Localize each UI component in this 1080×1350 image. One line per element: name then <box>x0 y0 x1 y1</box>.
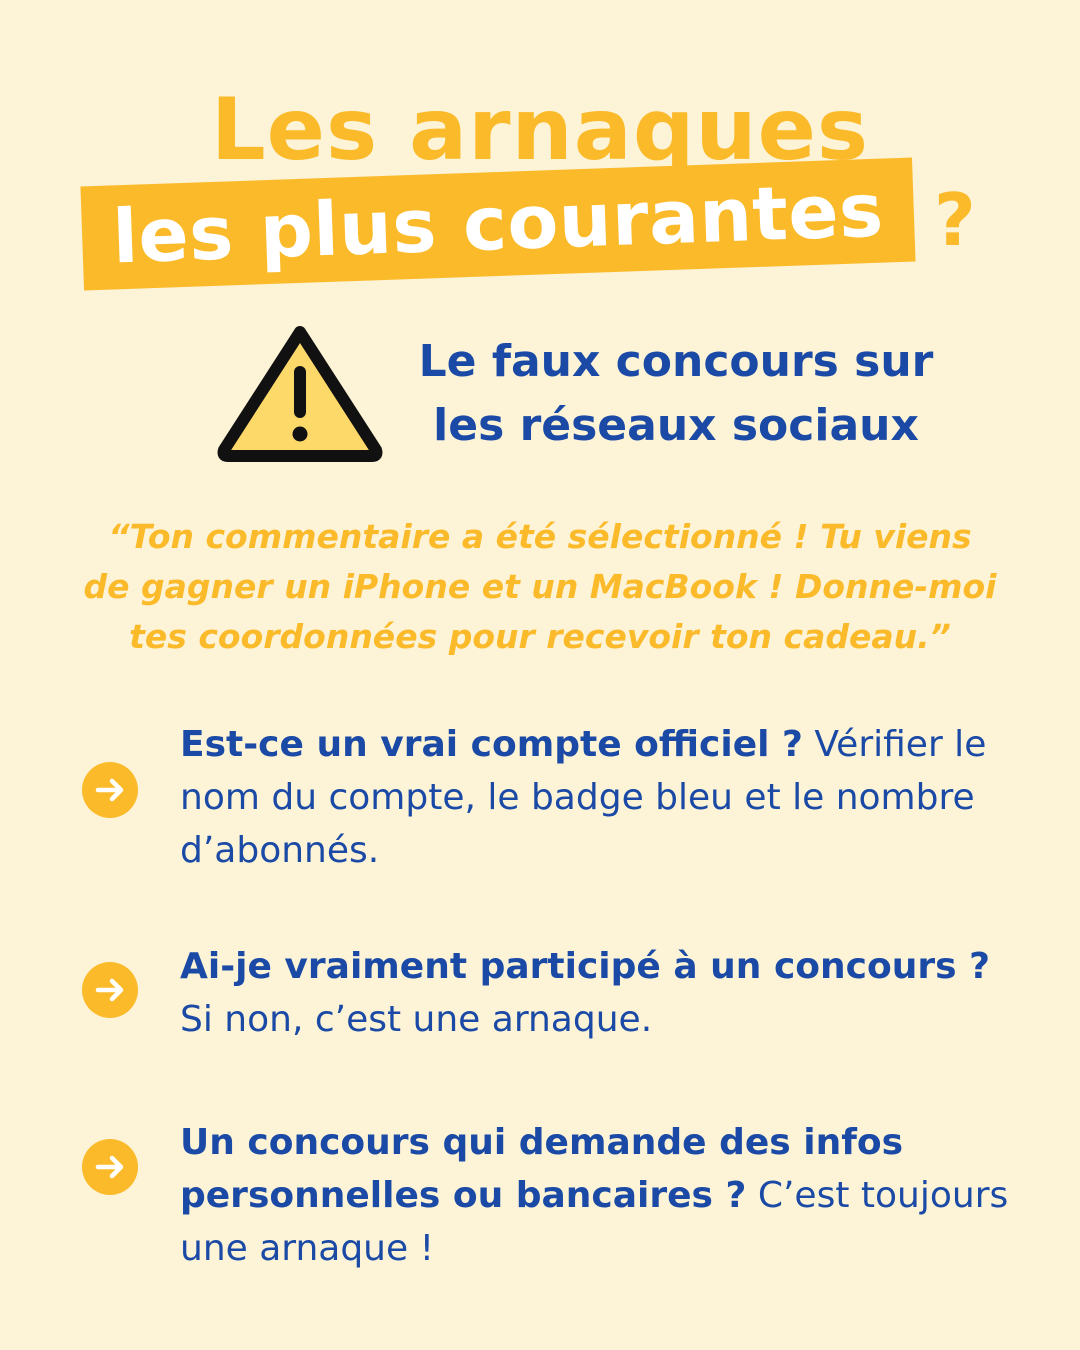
quote-line3: tes coordonnées pour recevoir ton cadeau.” <box>129 617 951 656</box>
tip-question-3: Un concours qui demande des infos personnelles ou bancaires ? <box>180 1122 904 1216</box>
arrow-right-icon <box>82 762 138 818</box>
tip-text-3 <box>180 1116 1030 1275</box>
quote-line1: “Ton commentaire a été sélectionné ! Tu viens <box>108 517 972 556</box>
title-line1: Les arnaques <box>210 80 870 180</box>
tip-text-2 <box>180 940 1030 1046</box>
scam-quote <box>40 512 1040 662</box>
tip-question-1: Est-ce un vrai compte officiel ? <box>180 724 803 765</box>
subtitle-line1: Le faux concours sur <box>418 336 934 387</box>
arrow-right-icon <box>82 1139 138 1195</box>
title-line2: les plus courantes <box>111 167 885 281</box>
title-question-mark: ? <box>934 178 976 262</box>
subtitle <box>396 330 956 458</box>
warning-triangle-icon <box>216 322 384 462</box>
tip-question-2: Ai-je vraiment participé à un concours ? <box>180 946 990 987</box>
tip-answer-2: Si non, c’est une arnaque. <box>180 999 653 1040</box>
quote-line2: de gagner un iPhone et un MacBook ! Donne-moi <box>83 567 997 606</box>
tip-text-1 <box>180 718 1030 877</box>
tip-answer-3: C’est toujours une arnaque ! <box>180 1175 1009 1269</box>
arrow-right-icon <box>82 962 138 1018</box>
tip-answer-1: Vérifier le nom du compte, le badge bleu et le nombre d’abonnés. <box>180 724 987 871</box>
subtitle-line2: les réseaux sociaux <box>433 400 919 451</box>
